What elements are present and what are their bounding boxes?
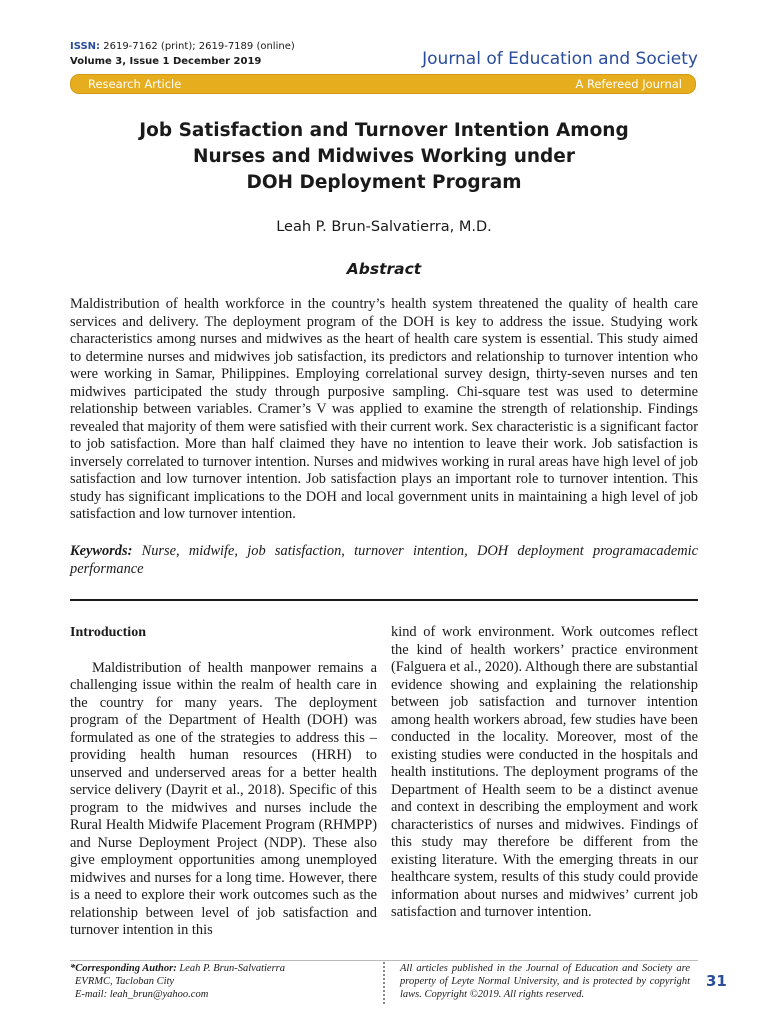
corresponding-author-affiliation: EVRMC, Tacloban City — [75, 976, 175, 987]
corresponding-author-note — [70, 962, 370, 1001]
abstract-text: Maldistribution of health workforce in the country’s health system threatened the quality of health care services and delivery. The deployment program of the DOH is key to address the issue. Studying work characteristics among nurses and midwives as the heart of health care system is essential. This study aimed to determine nurses and midwives job satisfaction, its predictors and relationship to turnover intention who were working in Samar, Philippines. Employing correlational survey design, thirty-seven nurses and ten midwives participated the study through purposive sampling. Chi-square test was used to determine relationship between variables. Cramer’s V was applied to examine the strength of relationship. Findings revealed that majority of them were satisfied with their current work. Sex characteristic is a significant factor to job satisfaction. More than half claimed they have no intention to leave their work. Job satisfaction is inversely correlated to turnover intention. Nurses and midwives working in rural areas have high level of job satisfaction and low turnover intention. Job satisfaction plays an important role to turnover intention. This study has significant implications to the DOH and local government units in maintaining a high level of job satisfaction and low turnover intention. — [70, 296, 698, 522]
article-type-banner — [70, 74, 696, 94]
title-line: DOH Deployment Program — [246, 172, 522, 193]
section-divider — [70, 599, 698, 601]
abstract-heading: Abstract — [346, 260, 422, 278]
page-number: 31 — [706, 972, 727, 990]
journal-name: Journal of Education and Society — [422, 49, 698, 69]
banner-refereed-journal: A Refereed Journal — [575, 77, 682, 91]
keywords-label: Keywords: — [70, 543, 133, 559]
introduction-heading: Introduction — [70, 625, 146, 640]
body-paragraph: kind of work environment. Work outcomes reflect the kind of health workers’ practice environment (Falguera et al., 2020). Although there are substantial evidence showing and explaining the relationship between job satisfaction and turnover intention among health workers abroad, few studies have been conducted in the locality. Moreover, most of the existing studies were conducted in the hospitals and health institutions. The deployment programs of the Department of Health seem to be a distinct avenue and context in describing the employment and work characteristics of nurses and midwives. Findings of this study may therefore be different from the existing literature. With the emerging threats in our healthcare system, results of this study could provide information about nurses and midwives’ current job satisfaction and turnover intention. — [391, 624, 698, 920]
author-name: Leah P. Brun-Salvatierra, M.D. — [276, 219, 492, 235]
volume-issue: Volume 3, Issue 1 December 2019 — [70, 56, 262, 67]
corresponding-author-label: *Corresponding Author: — [70, 963, 177, 974]
issn-label: ISSN: — [70, 41, 101, 52]
title-line: Job Satisfaction and Turnover Intention Among — [139, 120, 629, 141]
footer-rule — [70, 960, 698, 961]
issn-numbers: 2619-7162 (print); 2619-7189 (online) — [103, 41, 295, 52]
keywords-text: Nurse, midwife, job satisfaction, turnover intention, DOH deployment programacademic performance — [70, 543, 698, 577]
footer-dotted-divider — [383, 962, 385, 1004]
issn-line — [70, 41, 295, 52]
body-paragraph: Maldistribution of health manpower remains a challenging issue within the realm of health care in the country for many years. The deployment program of the Department of Health (DOH) was formulated as one of the strategies to address this – providing health human resources (HRH) to unserved and underserved areas for a better health service delivery (Dayrit et al., 2018). Specific of this program to the midwives and nurses include the Rural Health Midwife Placement Program (RHMPP) and Nurse Deployment Project (NDP). These also give employment opportunities among unemployed midwives and nurses for a long time. However, there is a need to explore their work outcomes such as the relationship between level of job satisfaction and turnover intention in this — [70, 659, 377, 938]
title-line: Nurses and Midwives Working under — [193, 146, 575, 167]
corresponding-author-email: E-mail: leah_brun@yahoo.com — [75, 989, 209, 1000]
banner-research-article: Research Article — [88, 77, 182, 91]
article-title — [70, 118, 698, 196]
copyright-notice: All articles published in the Journal of Education and Society are property of Leyte Normal University, and is protected by copyright laws. Copyright ©2019. All rights reserved. — [400, 963, 690, 1000]
keywords — [70, 543, 698, 578]
body-column-right — [391, 624, 698, 922]
body-column-left — [70, 624, 377, 940]
corresponding-author-name: Leah P. Brun-Salvatierra — [176, 963, 285, 974]
